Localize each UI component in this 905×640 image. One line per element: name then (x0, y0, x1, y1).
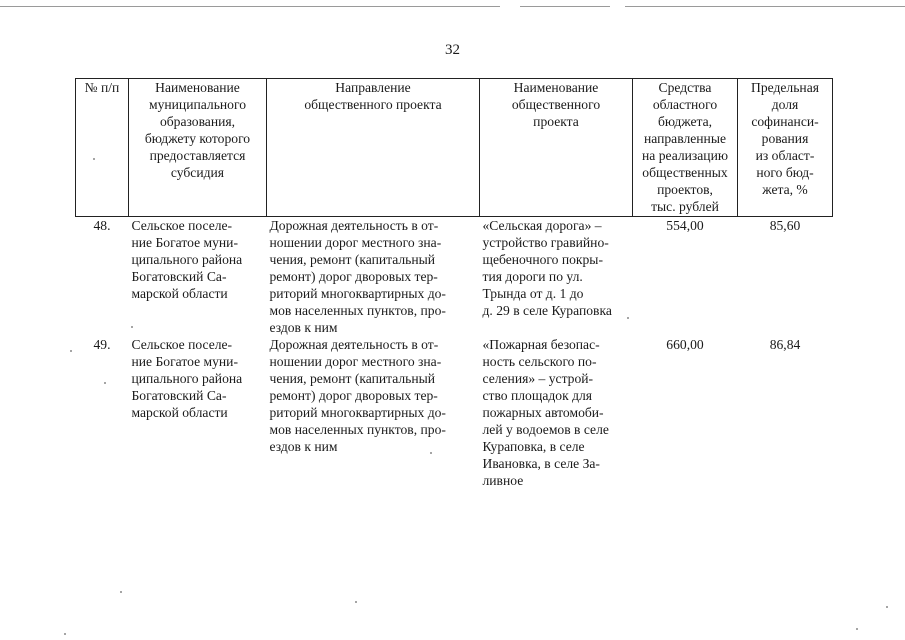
top-rule-middle (520, 6, 610, 7)
row-number: 48. (93, 218, 111, 233)
scan-speck (430, 452, 432, 454)
top-rule-right (625, 6, 905, 7)
scan-speck (64, 633, 66, 635)
municipality-cell: Сельское поселе- ние Богатое муни- ципального района Богатовский Са- марской области (131, 337, 243, 420)
scan-speck (886, 606, 888, 608)
funds-cell: 660,00 (666, 337, 704, 352)
header-project-name: Наименование общественного проекта (480, 79, 633, 217)
project-cell: «Сельская дорога» – устройство гравийно- щебеночного покры- тия дороги по ул. Трында от д. 1 до д. 29 в селе Кураповка (482, 218, 612, 318)
scan-speck (70, 350, 72, 352)
share-cell: 85,60 (769, 218, 801, 233)
subsidy-table (75, 78, 833, 489)
table-body (76, 217, 833, 490)
scan-speck (93, 158, 95, 160)
scan-speck (104, 382, 106, 384)
project-cell: «Пожарная безопас- ность сельского по- селения» – устрой- ство площадок для пожарных автомоби- лей у водоемов в селе Кураповка, в селе Ивановка, в селе За- ливное (482, 337, 609, 488)
scan-speck (627, 317, 629, 319)
header-budget-funds: Средства областного бюджета, направленные на реализацию общественных проектов, тыс. рублей (633, 79, 738, 217)
table-row (76, 336, 833, 489)
scan-speck (355, 601, 357, 603)
row-number: 49. (93, 337, 111, 352)
municipality-cell: Сельское поселе- ние Богатое муни- ципального района Богатовский Са- марской области (131, 218, 243, 301)
scan-speck (120, 591, 122, 593)
share-cell: 86,84 (769, 337, 801, 352)
header-cofinancing-share: Предельная доля софинанси- рования из област- ного бюд- жета, % (738, 79, 833, 217)
scan-speck (131, 326, 133, 328)
header-project-direction: Направление общественного проекта (267, 79, 480, 217)
header-row (76, 79, 833, 217)
funds-cell: 554,00 (666, 218, 704, 233)
table-row (76, 217, 833, 337)
direction-cell: Дорожная деятельность в от- ношении дорог местного зна- чения, ремонт (капитальный ремонт) дорог дворовых тер- риторий многоквартирных до- мов населенных пунктов, про- ездов к ним (269, 218, 446, 335)
header-municipality: Наименование муниципального образования, бюджету которого предоставляется субсидия (129, 79, 267, 217)
scan-speck (856, 628, 858, 630)
top-rule-left (0, 6, 500, 7)
header-row-number: № п/п (76, 79, 129, 217)
table-header (76, 79, 833, 217)
direction-cell: Дорожная деятельность в от- ношении дорог местного зна- чения, ремонт (капитальный ремонт) дорог дворовых тер- риторий многоквартирных до- мов населенных пунктов, про- ездов к ним (269, 337, 446, 454)
page-number: 32 (445, 42, 460, 58)
